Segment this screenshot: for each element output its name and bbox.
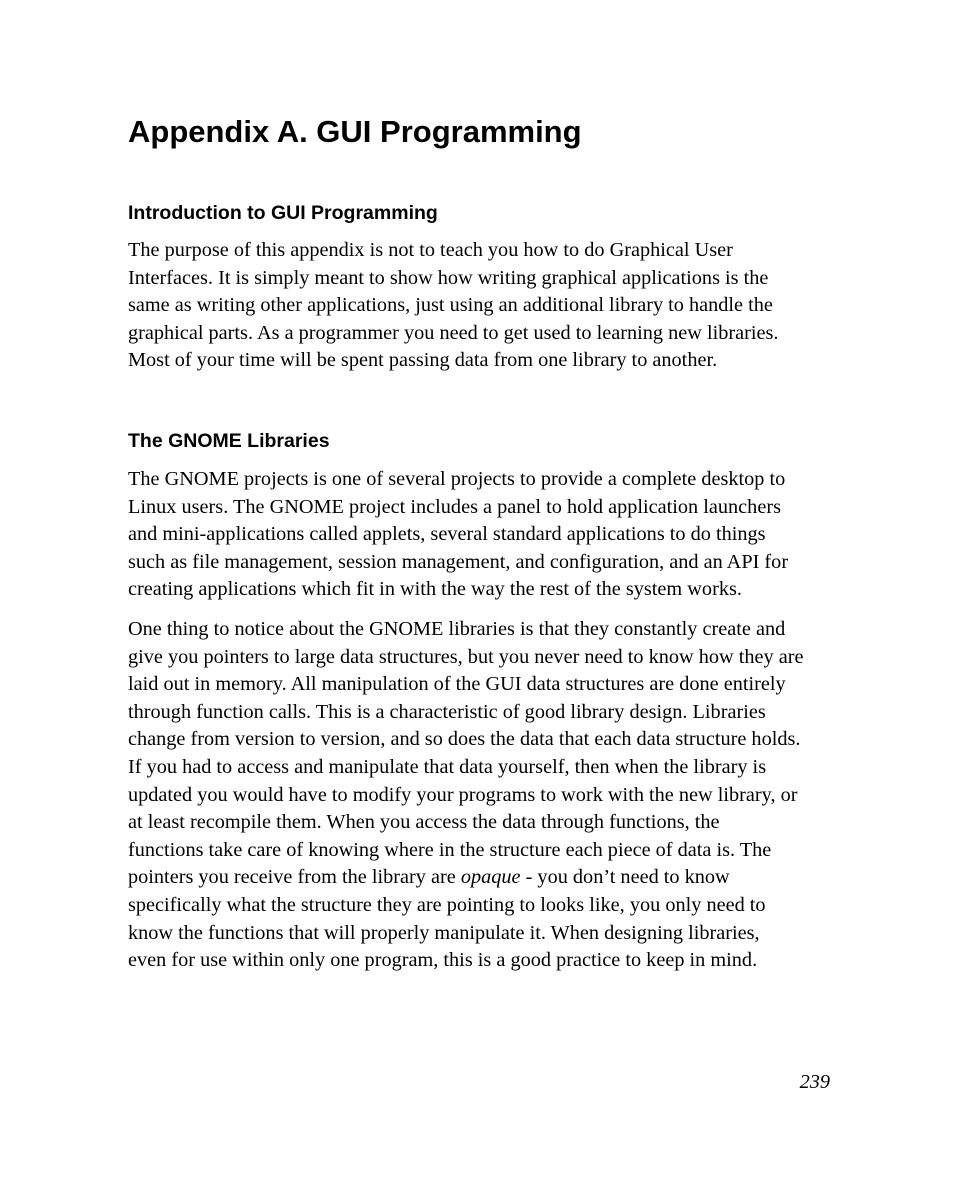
text-line: creating applications which fit in with the way the rest of the system works. xyxy=(128,578,742,601)
text-line-with-emphasis xyxy=(128,864,834,892)
chapter-title: Appendix A. GUI Programming xyxy=(128,114,582,149)
text-line: updated you would have to modify your programs to work with the new library, or xyxy=(128,783,798,806)
text-line: even for use within only one program, this is a good practice to keep in mind. xyxy=(128,949,758,972)
text-line: same as writing other applications, just using an additional library to handle the xyxy=(128,294,773,317)
text-line: functions take care of knowing where in the structure each piece of data is. The xyxy=(128,838,772,861)
text-line: know the functions that will properly manipulate it. When designing libraries, xyxy=(128,921,760,944)
text-line: give you pointers to large data structures, but you never need to know how they are xyxy=(128,645,804,668)
text-line: through function calls. This is a characteristic of good library design. Libraries xyxy=(128,700,766,723)
text-line: The GNOME projects is one of several projects to provide a complete desktop to xyxy=(128,468,786,490)
text-line: The purpose of this appendix is not to teach you how to do Graphical User xyxy=(128,239,733,261)
section-heading-introduction: Introduction to GUI Programming xyxy=(128,202,438,224)
emphasis-opaque: opaque xyxy=(460,866,521,889)
text-line: If you had to access and manipulate that data yourself, then when the library is xyxy=(128,755,767,778)
text-line: Interfaces. It is simply meant to show how writing graphical applications is the xyxy=(128,266,769,289)
text-segment: pointers you receive from the library are xyxy=(128,866,461,889)
text-line: and mini-applications called applets, several standard applications to do things xyxy=(128,523,766,546)
text-line: Most of your time will be spent passing data from one library to another. xyxy=(128,349,718,372)
text-line: Linux users. The GNOME project includes a panel to hold application launchers xyxy=(128,495,781,518)
section-heading-gnome-libraries: The GNOME Libraries xyxy=(128,430,330,452)
text-line: such as file management, session management, and configuration, and an API for xyxy=(128,550,789,573)
page-number: 239 xyxy=(799,1071,830,1093)
text-line: laid out in memory. All manipulation of the GUI data structures are done entirely xyxy=(128,673,786,696)
paragraph-gnome-overview xyxy=(128,466,834,604)
text-line: specifically what the structure they are pointing to looks like, you only need to xyxy=(128,893,766,916)
paragraph-opaque-data xyxy=(128,616,834,975)
text-line: change from version to version, and so does the data that each data structure holds. xyxy=(128,728,801,751)
text-segment: - you don’t need to know xyxy=(520,866,730,889)
text-line: at least recompile them. When you access the data through functions, the xyxy=(128,811,720,834)
paragraph-introduction xyxy=(128,237,834,375)
text-line: graphical parts. As a programmer you need to get used to learning new libraries. xyxy=(128,321,779,344)
text-line: One thing to notice about the GNOME libraries is that they constantly create and xyxy=(128,618,786,640)
